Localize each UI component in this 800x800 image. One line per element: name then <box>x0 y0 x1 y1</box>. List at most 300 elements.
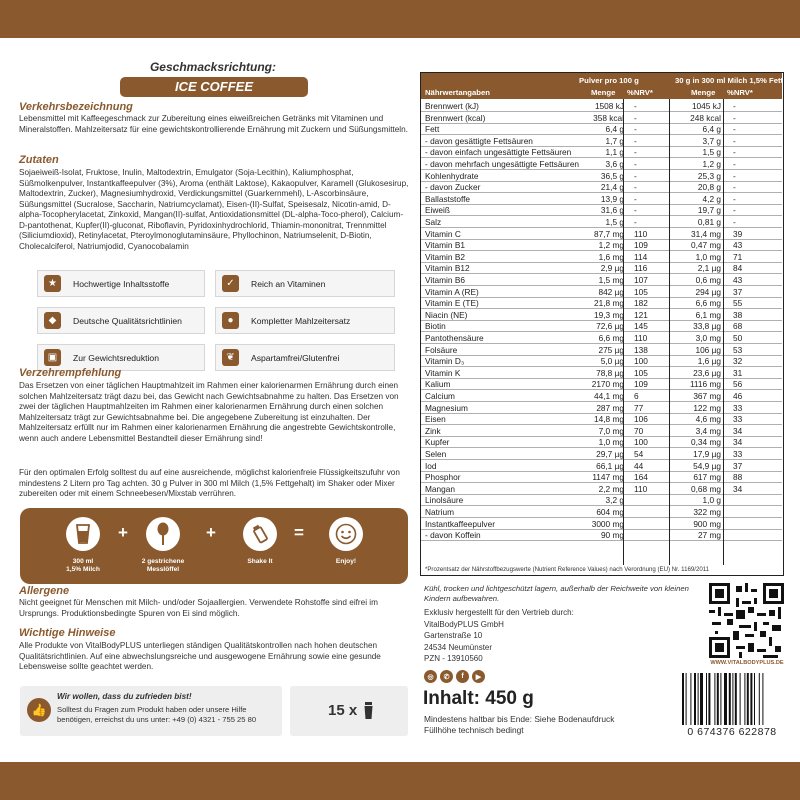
nrv-per-100g: 77 <box>634 402 644 413</box>
value-per-100g: 6,4 g <box>605 124 624 135</box>
nutrition-row <box>421 275 782 286</box>
nutrition-row <box>421 530 782 541</box>
value-per-serving: 617 mg <box>693 472 721 483</box>
barcode-bar <box>708 673 710 725</box>
column-header-menge: Menge <box>591 88 616 97</box>
barcode-bar <box>690 673 691 725</box>
value-per-100g: 1,5 g <box>605 217 624 227</box>
value-per-100g: 604 mg <box>596 507 624 517</box>
feature-label: Hochwertige Inhaltsstoffe <box>73 278 170 289</box>
nutrition-row <box>421 182 782 193</box>
barcode-bar <box>744 673 745 725</box>
nrv-per-100g: 138 <box>634 344 648 355</box>
nrv-per-100g: - <box>634 101 637 111</box>
nrv-per-100g: 110 <box>634 228 648 239</box>
nutrition-row <box>421 391 782 402</box>
value-per-100g: 5,0 µg <box>600 356 624 367</box>
barcode-bar <box>717 673 719 725</box>
nutrient-name: Kohlenhydrate <box>425 170 479 181</box>
plate-cutlery-icon: ● <box>222 312 239 329</box>
nrv-per-100g: 110 <box>634 333 648 343</box>
barcode-bar <box>714 673 715 725</box>
nrv-per-serving: 71 <box>733 251 743 262</box>
nutrient-name: Vitamin B2 <box>425 251 465 262</box>
column-divider <box>623 99 624 565</box>
flavor-heading: Geschmacksrichtung: <box>149 60 277 74</box>
nutrition-row <box>421 449 782 460</box>
nutrition-row <box>421 345 782 356</box>
barcode-bar <box>759 673 760 725</box>
nrv-per-serving: 39 <box>733 228 743 239</box>
nutrient-name: Eiweiß <box>425 205 450 216</box>
nrv-per-100g: 6 <box>634 391 639 401</box>
nrv-per-100g: 145 <box>634 321 648 332</box>
feature-item <box>215 307 395 334</box>
nrv-per-100g: 110 <box>634 483 648 494</box>
value-per-serving: 3,4 mg <box>695 425 721 436</box>
nrv-per-100g: 105 <box>634 367 648 378</box>
value-per-serving: 19,7 g <box>697 205 721 216</box>
nutrient-name: - davon Zucker <box>425 182 481 193</box>
column-divider <box>669 99 670 565</box>
nutrient-name: Brennwert (kcal) <box>425 112 486 123</box>
value-per-100g: 2170 mg <box>591 379 624 390</box>
value-per-serving: 6,6 mg <box>695 298 721 309</box>
nrv-per-100g: - <box>634 124 637 135</box>
nrv-per-100g: - <box>634 217 637 227</box>
nrv-per-serving: - <box>733 101 736 111</box>
column-header-menge: Menge <box>691 88 716 97</box>
nutrition-row <box>421 240 782 251</box>
flavor-name-badge: ICE COFFEE <box>120 77 308 97</box>
value-per-serving: 1,5 g <box>702 147 721 158</box>
value-per-100g: 66,1 µg <box>596 460 624 471</box>
nutrient-name: - davon gesättigte Fettsäuren <box>425 135 533 146</box>
barcode-bar <box>735 673 737 725</box>
nutrient-name: Vitamin K <box>425 367 461 378</box>
nrv-per-serving: - <box>733 112 736 123</box>
nrv-per-100g: 107 <box>634 275 648 285</box>
allergens-title: Allergene <box>19 585 70 597</box>
nrv-per-100g: 164 <box>634 472 648 483</box>
shaker-cup-icon <box>364 702 373 719</box>
nutrient-name: Vitamin D₃ <box>425 356 465 367</box>
nutrition-row <box>421 287 782 298</box>
ingredients-text: Sojaeiweiß-Isolat, Fruktose, Inulin, Maltodextrin, Emulgator (Soja-Lecithin), Kaliumphosphat, Süßmolkenpulver, Instantkaffeepulver (3%), Aroma (enthält Laktose), Kakaopulver, Karamell (Glukosesirup, Maltodextrin, Zucker), Magnesiumhydroxid, Verdickungsmittel (Guarkernmehl), L-Ascorbinsäure, Süßungsmittel (Sucralose, Saccharin, Natriumcyclamat), Eisen-(II)-Sulfat, Speisesalz, Nicotin-amid, D-alpha-Tocopherylacetat, Zinkoxid, Mangan(II)-sulfat, Antioxidationsmittel (DL-alpha-Toco-pherol), Calcium-D-pantothenat, Kupfer(II)-gluconat, Riboflavin, Pyridoxinhydrochlorid, Thiamin-mononitrat, Trennmittel (Siliciumdioxid), Retinylacetat, Pteroylmonoglutaminsäure, Phyllochinon, Natriumselenit, D-Biotin, Cholecalciferol, Natriumjodid, Cyanocobalamin <box>19 168 409 251</box>
barcode-bar <box>700 673 703 725</box>
manufacturer-name: VitalBodyPLUS GmbH <box>424 619 504 629</box>
nrv-per-serving: 55 <box>733 298 743 309</box>
nutrient-name: Folsäure <box>425 344 458 355</box>
nutrient-name: Calcium <box>425 391 455 401</box>
manufacturer-block <box>424 607 694 665</box>
value-per-100g: 3,6 g <box>605 159 624 169</box>
nutrient-name: Ballaststoffe <box>425 193 471 204</box>
value-per-serving: 1116 mg <box>689 379 721 390</box>
nrv-per-serving: 38 <box>733 309 743 320</box>
nrv-per-serving: 37 <box>733 460 743 471</box>
preparation-text-2: Für den optimalen Erfolg solltest du auf eine ausreichende, möglichst kalorienfreie Flüssigkeitszufuhr von mindestens 2 Litern pro Tag achten. 30 g Pulver in 300 ml Milch (1,5% Fettgehalt) im Shaker oder Mixer zubereiten oder mit einem Schneebesen/Mixstab verrühren. <box>19 468 400 498</box>
nutrient-name: Phosphor <box>425 472 461 483</box>
value-per-serving: 1,2 g <box>702 159 721 169</box>
nrv-per-serving: 37 <box>733 286 743 297</box>
value-per-serving: 1,0 mg <box>695 251 721 262</box>
nutrition-row <box>421 194 782 205</box>
step-label: Shake It <box>247 558 273 565</box>
value-per-100g: 3,2 g <box>605 495 624 506</box>
barcode-number: 0 674376 622878 <box>687 726 777 738</box>
youtube-icon[interactable]: ▶ <box>472 670 485 683</box>
nutrient-name: Kupfer <box>425 437 450 448</box>
value-per-100g: 358 kcal <box>593 112 624 123</box>
wheat-icon: ❦ <box>222 349 239 366</box>
nutrition-row <box>421 379 782 390</box>
nrv-per-100g: 44 <box>634 460 644 471</box>
value-per-serving: 6,1 mg <box>695 309 721 320</box>
notes-title: Wichtige Hinweise <box>19 627 116 639</box>
barcode-bar <box>686 673 687 725</box>
value-per-serving: 322 mg <box>693 507 721 517</box>
nrv-per-serving: 31 <box>733 367 743 378</box>
nrv-per-serving: - <box>733 217 736 227</box>
value-per-100g: 3000 mg <box>591 518 624 529</box>
column-divider <box>723 99 724 565</box>
notes-text: Alle Produkte von VitalBodyPLUS unterliegen ständigen Qualitätskontrollen nach hohen deutschen Qualitätsrichtlinien. Auf eine abwechslungsreiche und ausgewogene Ernährung sowie eine gesunde Lebensweise sollte geachtet werden. <box>19 641 381 671</box>
value-per-serving: 0,34 mg <box>691 437 721 448</box>
nutrition-row <box>421 136 782 147</box>
shaker-icon <box>243 517 277 551</box>
barcode-bar <box>698 673 699 725</box>
spoon-icon <box>146 517 180 551</box>
barcode <box>680 673 784 725</box>
barcode-bar <box>694 673 696 725</box>
feature-label: Zur Gewichtsreduktion <box>73 352 159 363</box>
nrv-per-serving: - <box>733 124 736 135</box>
value-per-serving: 0,81 g <box>697 217 721 227</box>
bottom-color-band <box>0 762 800 800</box>
thumbs-up-icon: 👍 <box>27 698 51 722</box>
nutrient-name: Vitamin B1 <box>425 240 465 251</box>
nrv-per-serving: 53 <box>733 344 743 355</box>
allergens-text: Nicht geeignet für Menschen mit Milch- und/oder Sojaallergien. Verwendete Rohstoffe sind eifrei im Ursprungs. Produktionsbedingte Spuren von Ei sind möglich. <box>19 598 378 618</box>
nutrition-row <box>421 124 782 135</box>
value-per-serving: 54,9 µg <box>693 460 721 471</box>
website-url[interactable]: WWW.VITALBODYPLUS.DE <box>710 660 784 666</box>
nutrition-row <box>421 205 782 216</box>
nutrient-name: Salz <box>425 217 442 227</box>
feature-item <box>37 270 205 297</box>
barcode-bar <box>729 673 731 725</box>
value-per-serving: 106 µg <box>695 344 721 355</box>
nrv-per-serving: - <box>733 135 736 146</box>
value-per-100g: 287 mg <box>596 402 624 413</box>
support-box <box>20 686 282 736</box>
nrv-per-100g: - <box>634 112 637 123</box>
column-header-nrv: %NRV* <box>627 88 653 97</box>
nrv-per-serving: - <box>733 182 736 193</box>
value-per-100g: 31,6 g <box>600 205 624 216</box>
nrv-per-100g: 109 <box>634 379 648 390</box>
nutrient-name: Zink <box>425 425 441 436</box>
nrv-per-serving: - <box>733 147 736 158</box>
column-header-per-serving: 30 g in 300 ml Milch 1,5% Fett <box>675 76 784 85</box>
nutrition-row <box>421 356 782 367</box>
nutrition-row <box>421 472 782 483</box>
nrv-per-100g: - <box>634 170 637 181</box>
value-per-serving: 900 mg <box>693 518 721 529</box>
value-per-100g: 1,7 g <box>605 135 624 146</box>
nrv-per-100g: 100 <box>634 437 648 448</box>
nrv-per-100g: 114 <box>634 251 648 262</box>
nutrient-name: Pantothensäure <box>425 333 484 343</box>
step-label: 300 ml 1,5% Milch <box>66 558 100 573</box>
nutrient-name: Biotin <box>425 321 446 332</box>
value-per-serving: 2,1 µg <box>697 263 721 274</box>
feature-label: Aspartamfrei/Glutenfrei <box>251 352 340 363</box>
nutrition-row <box>421 171 782 182</box>
nutrient-name: Fett <box>425 124 440 135</box>
nrv-per-serving: 34 <box>733 425 743 436</box>
nutrient-name: Vitamin E (TE) <box>425 298 479 309</box>
value-per-100g: 7,0 mg <box>598 425 624 436</box>
nutrition-row <box>421 321 782 332</box>
value-per-serving: 27 mg <box>697 530 721 541</box>
qr-code[interactable] <box>709 583 784 658</box>
preparation-title: Verzehrempfehlung <box>19 367 122 379</box>
nrv-per-serving: - <box>733 193 736 204</box>
barcode-bar <box>754 673 755 725</box>
value-per-100g: 275 µg <box>598 344 624 355</box>
barcode-bar <box>747 673 749 725</box>
nutrition-footnote: *Prozentsatz der Nährstoffbezugswerte (Nutrient Reference Values) nach Verordnung (EU) Nr. 1169/2011 <box>425 566 710 573</box>
nutrition-row <box>421 310 782 321</box>
barcode-bar <box>720 673 721 725</box>
nutrition-row <box>421 229 782 240</box>
column-header-nrv: %NRV* <box>727 88 753 97</box>
value-per-serving: 0,47 mg <box>691 240 721 251</box>
nrv-per-serving: 50 <box>733 333 743 343</box>
value-per-serving: 122 mg <box>693 402 721 413</box>
nrv-per-serving: 33 <box>733 402 743 413</box>
value-per-100g: 72,6 µg <box>596 321 624 332</box>
nutrient-name: Linolsäure <box>425 495 464 506</box>
value-per-100g: 90 mg <box>600 530 624 541</box>
nrv-per-100g: 54 <box>634 449 644 459</box>
value-per-100g: 1508 kJ <box>594 101 624 111</box>
value-per-100g: 2,9 µg <box>600 263 624 274</box>
glass-icon <box>66 517 100 551</box>
nutrition-row <box>421 263 782 274</box>
nrv-per-100g: 106 <box>634 414 648 425</box>
feature-item <box>37 307 205 334</box>
feature-label: Reich an Vitaminen <box>251 278 326 289</box>
value-per-100g: 21,8 mg <box>594 298 624 309</box>
nrv-per-serving: 43 <box>733 240 743 251</box>
scale-icon: ▣ <box>44 349 61 366</box>
value-per-100g: 2,2 mg <box>598 483 624 494</box>
value-per-100g: 29,7 µg <box>596 449 624 459</box>
nrv-per-serving: 33 <box>733 414 743 425</box>
barcode-bar <box>732 673 733 725</box>
designation-title: Verkehrsbezeichnung <box>19 101 133 113</box>
value-per-100g: 19,3 mg <box>594 309 624 320</box>
value-per-100g: 21,4 g <box>600 182 624 193</box>
column-header-name: Nährwertangaben <box>425 88 490 97</box>
nrv-per-serving: 68 <box>733 321 743 332</box>
plus-icon: + <box>206 523 216 542</box>
nutrition-row <box>421 403 782 414</box>
manufacturer-intro: Exklusiv hergestellt für den Vertrieb durch: <box>424 608 574 617</box>
germany-map-icon: ◆ <box>44 312 61 329</box>
facebook-icon[interactable]: f <box>456 670 469 683</box>
value-per-serving: 4,6 mg <box>695 414 721 425</box>
nutrient-name: Instantkaffeepulver <box>425 518 495 529</box>
value-per-100g: 13,9 g <box>600 193 624 204</box>
top-color-band <box>0 0 800 38</box>
nutrition-row <box>421 333 782 344</box>
value-per-serving: 17,9 µg <box>693 449 721 459</box>
value-per-serving: 4,2 g <box>702 193 721 204</box>
value-per-100g: 14,8 mg <box>594 414 624 425</box>
servings-box <box>290 686 408 736</box>
nutrition-row <box>421 414 782 425</box>
nutrient-name: Niacin (NE) <box>425 309 468 320</box>
designation-text: Lebensmittel mit Kaffeegeschmack zur Zubereitung eines eiweißreichen Getränks mit Vitaminen und Mineralstoffen. Mahlzeitersatz für eine gewichtskontrollierende Ernährung mit Zuckern und Süßungsmitteln. <box>19 114 408 134</box>
smiley-icon <box>329 517 363 551</box>
plus-icon: + <box>118 523 128 542</box>
servings-count: 15 x <box>328 702 358 719</box>
barcode-bar <box>682 673 684 725</box>
nrv-per-serving: - <box>733 159 736 169</box>
value-per-100g: 78,8 µg <box>596 367 624 378</box>
barcode-bar <box>740 673 741 725</box>
instagram-icon[interactable]: ◎ <box>424 670 437 683</box>
value-per-100g: 842 µg <box>598 286 624 297</box>
nrv-per-serving: 33 <box>733 449 743 459</box>
feature-item <box>215 270 395 297</box>
nrv-per-100g: 182 <box>634 298 648 309</box>
nutrient-name: Eisen <box>425 414 446 425</box>
nutrient-name: Iod <box>425 460 437 471</box>
nutrient-name: - davon Koffein <box>425 530 481 541</box>
net-content: Inhalt: 450 g <box>423 688 534 709</box>
value-per-serving: 3,0 mg <box>695 333 721 343</box>
value-per-serving: 33,8 µg <box>693 321 721 332</box>
value-per-serving: 367 mg <box>693 391 721 401</box>
nutrient-name: Magnesium <box>425 402 468 413</box>
nutrient-name: Vitamin B6 <box>425 275 465 285</box>
value-per-100g: 1147 mg <box>592 472 624 483</box>
value-per-serving: 0,6 mg <box>695 275 721 285</box>
ingredients-title: Zutaten <box>19 154 59 166</box>
nutrient-name: Kalium <box>425 379 451 390</box>
nutrition-row <box>421 113 782 124</box>
whatsapp-icon[interactable]: ✆ <box>440 670 453 683</box>
value-per-serving: 25,3 g <box>697 170 721 181</box>
nutrition-row <box>421 217 782 228</box>
feature-label: Kompletter Mahlzeitersatz <box>251 315 351 326</box>
value-per-serving: 20,8 g <box>697 182 721 193</box>
value-per-100g: 1,0 mg <box>598 437 624 448</box>
nutrient-name: Vitamin A (RE) <box>425 286 479 297</box>
nutrition-row <box>421 159 782 170</box>
value-per-serving: 248 kcal <box>690 112 721 123</box>
nrv-per-serving: 32 <box>733 356 743 367</box>
barcode-bar <box>706 673 707 725</box>
fill-level-note: Füllhöhe technisch bedingt <box>424 725 524 735</box>
nrv-per-100g: - <box>634 159 637 169</box>
column-header-per-100g: Pulver pro 100 g <box>579 76 639 85</box>
value-per-100g: 87,7 mg <box>594 228 624 239</box>
shield-check-icon: ✓ <box>222 275 239 292</box>
step-label: Enjoy! <box>335 558 357 565</box>
nrv-per-serving: 34 <box>733 437 743 448</box>
nrv-per-serving: 46 <box>733 391 743 401</box>
nrv-per-100g: 121 <box>634 309 648 320</box>
value-per-100g: 36,5 g <box>600 170 624 181</box>
value-per-100g: 6,6 mg <box>598 333 624 343</box>
value-per-100g: 1,5 mg <box>598 275 624 285</box>
social-icons <box>424 670 485 683</box>
nutrient-name: Vitamin B12 <box>425 263 470 274</box>
nutrient-name: Selen <box>425 449 447 459</box>
preparation-steps <box>20 508 408 584</box>
nutrient-name: Vitamin C <box>425 228 461 239</box>
support-text: Solltest du Fragen zum Produkt haben oder unsere Hilfe benötigen, erreichst du uns unter: +49 (0) 4321 - 755 25 80 <box>57 705 257 724</box>
nutrition-row <box>421 495 782 506</box>
value-per-serving: 1,6 µg <box>697 356 721 367</box>
nrv-per-100g: 116 <box>634 263 648 274</box>
nrv-per-100g: - <box>634 147 637 158</box>
preparation-text: Das Ersetzen von einer täglichen Hauptmahlzeit im Rahmen einer kalorienarmen Ernährung durch einen solchen Mahlzeitersatz trägt dazu bei, das Gewicht nach Gewichtsabnahme zu halten. Das Ersetzen von zwei der täglichen Hauptmahlzeiten im Rahmen einer kalorienarmen Ernährung durch einen solchen Mahlzeitersatz trägt zur Gewichtsabnahme bei. Die angegebene Zubereitung ist einzuhalten. Der Mahlzeitersatz erfüllt nur im Rahmen einer kalorienarmen Ernährung die angestrebte Gewichtskontrolle, wenn auch andere Lebensmittel Bestandteil dieser Ernährung sind! <box>19 381 399 443</box>
nrv-per-serving: 84 <box>733 263 743 274</box>
star-icon: ★ <box>44 275 61 292</box>
pzn-number: PZN - 13910560 <box>424 654 483 664</box>
support-title: Wir wollen, dass du zufrieden bist! <box>57 692 192 701</box>
nrv-per-100g: - <box>634 205 637 216</box>
nutrition-row <box>421 298 782 309</box>
manufacturer-city: 24534 Neumünster <box>424 642 493 652</box>
nrv-per-serving: - <box>733 170 736 181</box>
nrv-per-serving: 34 <box>733 483 743 494</box>
value-per-100g: 1,1 g <box>605 147 624 158</box>
nutrition-row <box>421 101 782 112</box>
nrv-per-serving: 56 <box>733 379 743 390</box>
barcode-bar <box>724 673 727 725</box>
nutrient-name: Natrium <box>425 507 455 517</box>
nutrition-row <box>421 507 782 518</box>
nrv-per-100g: - <box>634 193 637 204</box>
storage-note: Kühl, trocken und lichtgeschützt lagern, außerhalb der Reichweite von kleinen Kindern aufbewahren. <box>424 584 689 603</box>
feature-label: Deutsche Qualitätsrichtlinien <box>73 315 182 326</box>
equals-icon: = <box>294 523 304 542</box>
value-per-100g: 44,1 mg <box>594 391 624 401</box>
nutrition-table <box>420 72 784 576</box>
value-per-100g: 1,6 mg <box>598 251 624 262</box>
value-per-serving: 31,4 mg <box>691 228 721 239</box>
nutrient-name: - davon mehrfach ungesättigte Fettsäuren <box>425 159 580 169</box>
value-per-100g: 1,2 mg <box>598 240 624 251</box>
nrv-per-100g: - <box>634 182 637 193</box>
nrv-per-100g: 100 <box>634 356 648 367</box>
nutrition-row <box>421 519 782 530</box>
nrv-per-serving: 88 <box>733 472 743 483</box>
nutrition-table-header <box>421 73 782 99</box>
nutrition-row <box>421 368 782 379</box>
value-per-serving: 23,6 µg <box>693 367 721 378</box>
barcode-bar <box>750 673 752 725</box>
nutrient-name: Mangan <box>425 483 455 494</box>
